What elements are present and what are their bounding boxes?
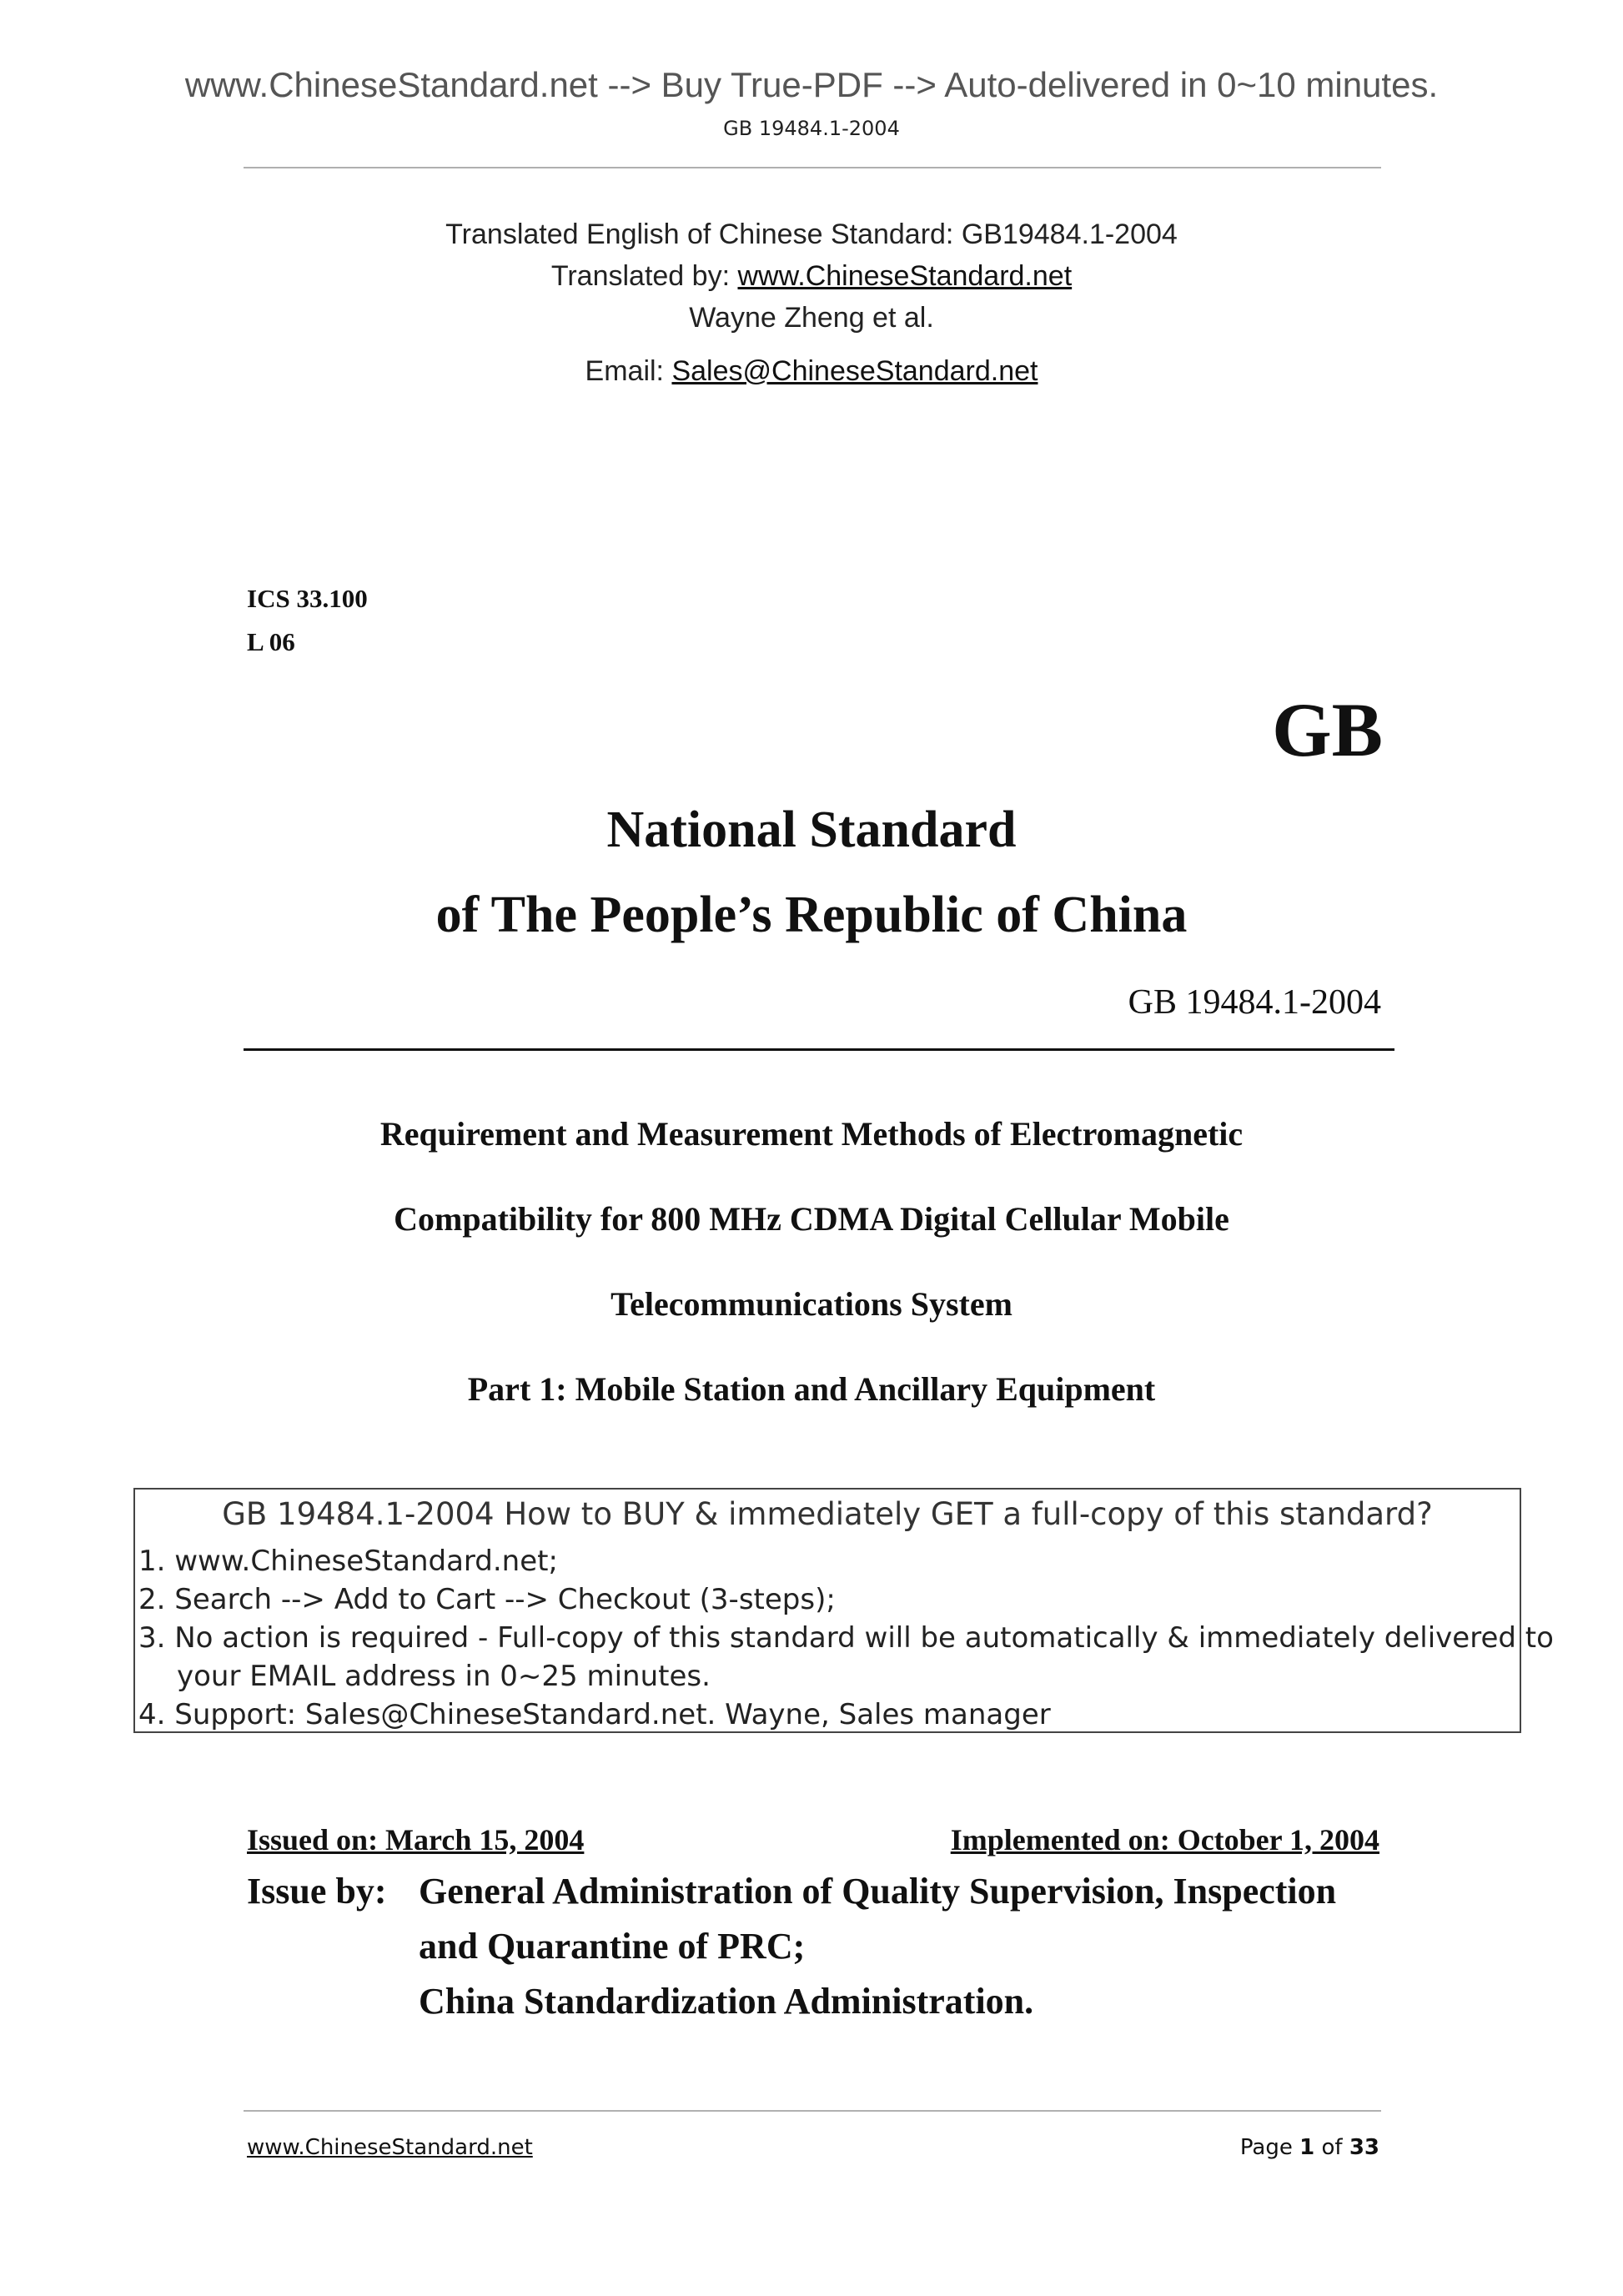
- header-banner: www.ChineseStandard.net --> Buy True-PDF --> Auto-delivered in 0~10 minutes.: [184, 65, 1439, 104]
- email-label: Email:: [585, 355, 672, 387]
- translated-by-label: Translated by:: [550, 260, 738, 292]
- page-label: Page: [1239, 2135, 1300, 2160]
- translation-notice: Translated English of Chinese Standard: GB19484.1-2004: [445, 219, 1178, 250]
- title-line3: Telecommunications System: [611, 1285, 1012, 1323]
- email-link[interactable]: Sales@ChineseStandard.net: [671, 355, 1038, 387]
- ccs-code: L 06: [247, 627, 295, 656]
- page-number: [1240, 2135, 1379, 2160]
- title-divider: [244, 1048, 1394, 1051]
- buy-step-2: 2. Search --> Add to Cart --> Checkout (3-steps);: [138, 1583, 836, 1616]
- translated-by-link[interactable]: www.ChineseStandard.net: [737, 260, 1073, 292]
- buy-instructions-box: [133, 1488, 1554, 1733]
- buy-step-4: 4. Support: Sales@ChineseStandard.net. Wayne, Sales manager: [138, 1698, 1051, 1731]
- issuer-line2: and Quarantine of PRC;: [419, 1926, 806, 1967]
- gb-logo: GB: [1272, 687, 1383, 772]
- page-of: of: [1314, 2135, 1349, 2160]
- buy-step-1[interactable]: 1. www.ChineseStandard.net;: [138, 1545, 558, 1578]
- buy-step-3-continued: your EMAIL address in 0~25 minutes.: [177, 1660, 711, 1693]
- ics-code: ICS 33.100: [247, 584, 368, 613]
- translated-by: [0, 260, 1623, 293]
- standard-code: GB 19484.1-2004: [1128, 983, 1381, 1022]
- header-standard-code: GB 19484.1-2004: [723, 117, 900, 140]
- national-standard-line2: of The People’s Republic of China: [435, 887, 1188, 943]
- email-line: [0, 355, 1623, 388]
- page-total: 33: [1349, 2135, 1379, 2160]
- issuer-line3: China Standardization Administration.: [419, 1981, 1034, 2022]
- title-line2: Compatibility for 800 MHz CDMA Digital Cellular Mobile: [394, 1200, 1229, 1238]
- implemented-date: Implemented on: October 1, 2004: [950, 1823, 1379, 1856]
- buy-box-title: GB 19484.1-2004 How to BUY & immediately GET a full-copy of this standard?: [222, 1496, 1433, 1532]
- page-current: 1: [1299, 2135, 1315, 2160]
- footer-site-link[interactable]: www.ChineseStandard.net: [247, 2135, 533, 2160]
- translators: Wayne Zheng et al.: [689, 302, 934, 334]
- title-line4: Part 1: Mobile Station and Ancillary Equipment: [467, 1370, 1156, 1408]
- buy-step-3: 3. No action is required - Full-copy of this standard will be automatically & immediately delivered to: [138, 1621, 1554, 1655]
- issue-by-label: Issue by:: [247, 1871, 387, 1912]
- issuer-line1: General Administration of Quality Supervision, Inspection: [419, 1871, 1337, 1912]
- footer-divider: [244, 2110, 1381, 2112]
- header-divider: [244, 167, 1381, 168]
- issued-date: Issued on: March 15, 2004: [247, 1823, 585, 1856]
- title-line1: Requirement and Measurement Methods of Electromagnetic: [379, 1115, 1244, 1153]
- national-standard-line1: National Standard: [606, 801, 1017, 858]
